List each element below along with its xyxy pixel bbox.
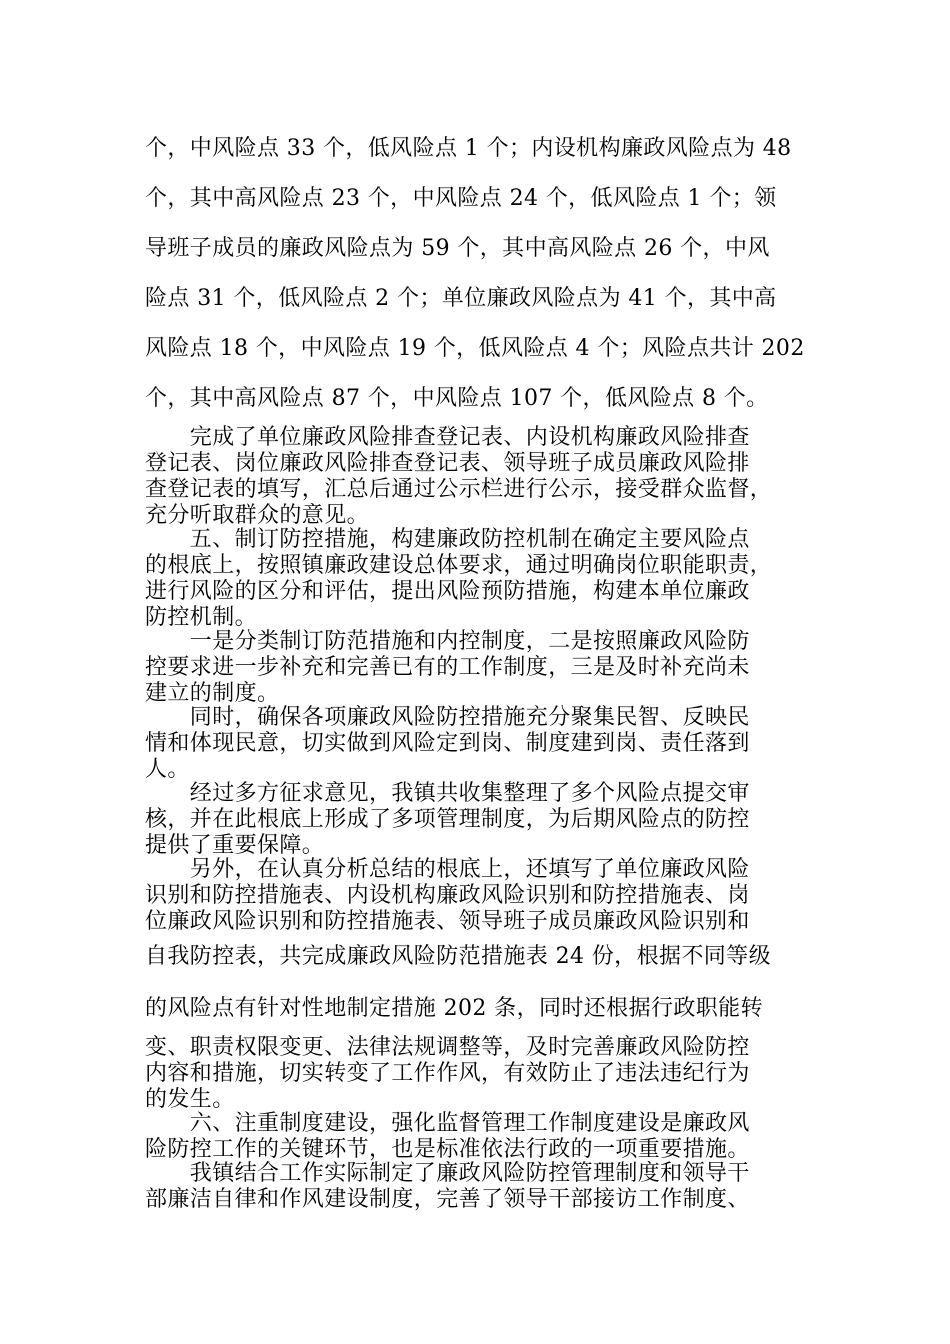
text-line: 的发生。 (145, 1087, 235, 1112)
text-line: 风险点 18 个，中风险点 19 个，低风险点 4 个；风险点共计 202 (145, 336, 805, 361)
text-line: 情和体现民意，切实做到风险定到岗、制度建到岗、责任落到 (145, 731, 750, 756)
text-line: 提供了重要保障。 (145, 833, 325, 858)
text-line: 查登记表的填写，汇总后通过公示栏进行公示，接受群众监督， (145, 477, 773, 502)
text-line: 人。 (145, 757, 190, 782)
text-line: 六、注重制度建设，强化监督管理工作制度建设是廉政风 (145, 1111, 750, 1136)
text-line: 部廉洁自律和作风建设制度，完善了领导干部接访工作制度、 (145, 1187, 750, 1212)
text-line: 个，其中高风险点 87 个，中风险点 107 个，低风险点 8 个。 (145, 386, 769, 411)
text-line: 位廉政风险识别和防控措施表、领导班子成员廉政风险识别和 (145, 909, 750, 934)
text-line: 识别和防控措施表、内设机构廉政风险识别和防控措施表、岗 (145, 883, 750, 908)
text-line: 经过多方征求意见，我镇共收集整理了多个风险点提交审 (145, 781, 750, 806)
text-line: 控要求进一步补充和完善已有的工作制度，三是及时补充尚未 (145, 655, 750, 680)
text-line: 的风险点有针对性地制定措施 202 条，同时还根据行政职能转 (145, 996, 763, 1021)
text-line: 个，中风险点 33 个，低风险点 1 个；内设机构廉政风险点为 48 (145, 136, 792, 161)
text-line: 进行风险的区分和评估，提出风险预防措施，构建本单位廉政 (145, 579, 750, 604)
text-line: 导班子成员的廉政风险点为 59 个，其中高风险点 26 个，中风 (145, 236, 770, 261)
text-line: 另外，在认真分析总结的根底上，还填写了单位廉政风险 (145, 857, 750, 882)
text-line: 变、职责权限变更、法律法规调整等，及时完善廉政风险防控 (145, 1035, 750, 1060)
text-line: 内容和措施，切实转变了工作作风，有效防止了违法违纪行为 (145, 1061, 750, 1086)
text-line: 一是分类制订防范措施和内控制度，二是按照廉政风险防 (145, 629, 750, 654)
text-line: 个，其中高风险点 23 个，中风险点 24 个，低风险点 1 个；领 (145, 186, 777, 211)
text-line: 防控机制。 (145, 605, 258, 630)
text-line: 建立的制度。 (145, 681, 280, 706)
text-line: 险防控工作的关键环节，也是标准依法行政的一项重要措施。 (145, 1137, 750, 1162)
text-line: 充分听取群众的意见。 (145, 503, 370, 528)
text-line: 登记表、岗位廉政风险排查登记表、领导班子成员廉政风险排 (145, 451, 750, 476)
text-line: 我镇结合工作实际制定了廉政风险防控管理制度和领导干 (145, 1161, 750, 1186)
text-line: 自我防控表，共完成廉政风险防范措施表 24 份，根据不同等级 (145, 944, 771, 969)
text-line: 核，并在此根底上形成了多项管理制度，为后期风险点的防控 (145, 807, 750, 832)
text-line: 五、制订防控措施，构建廉政防控机制在确定主要风险点 (145, 527, 750, 552)
text-line: 险点 31 个，低风险点 2 个；单位廉政风险点为 41 个，其中高 (145, 286, 777, 311)
text-line: 同时，确保各项廉政风险防控措施充分聚集民智、反映民 (145, 705, 750, 730)
text-line: 完成了单位廉政风险排查登记表、内设机构廉政风险排查 (145, 425, 750, 450)
text-line: 的根底上，按照镇廉政建设总体要求，通过明确岗位职能职责， (145, 553, 773, 578)
